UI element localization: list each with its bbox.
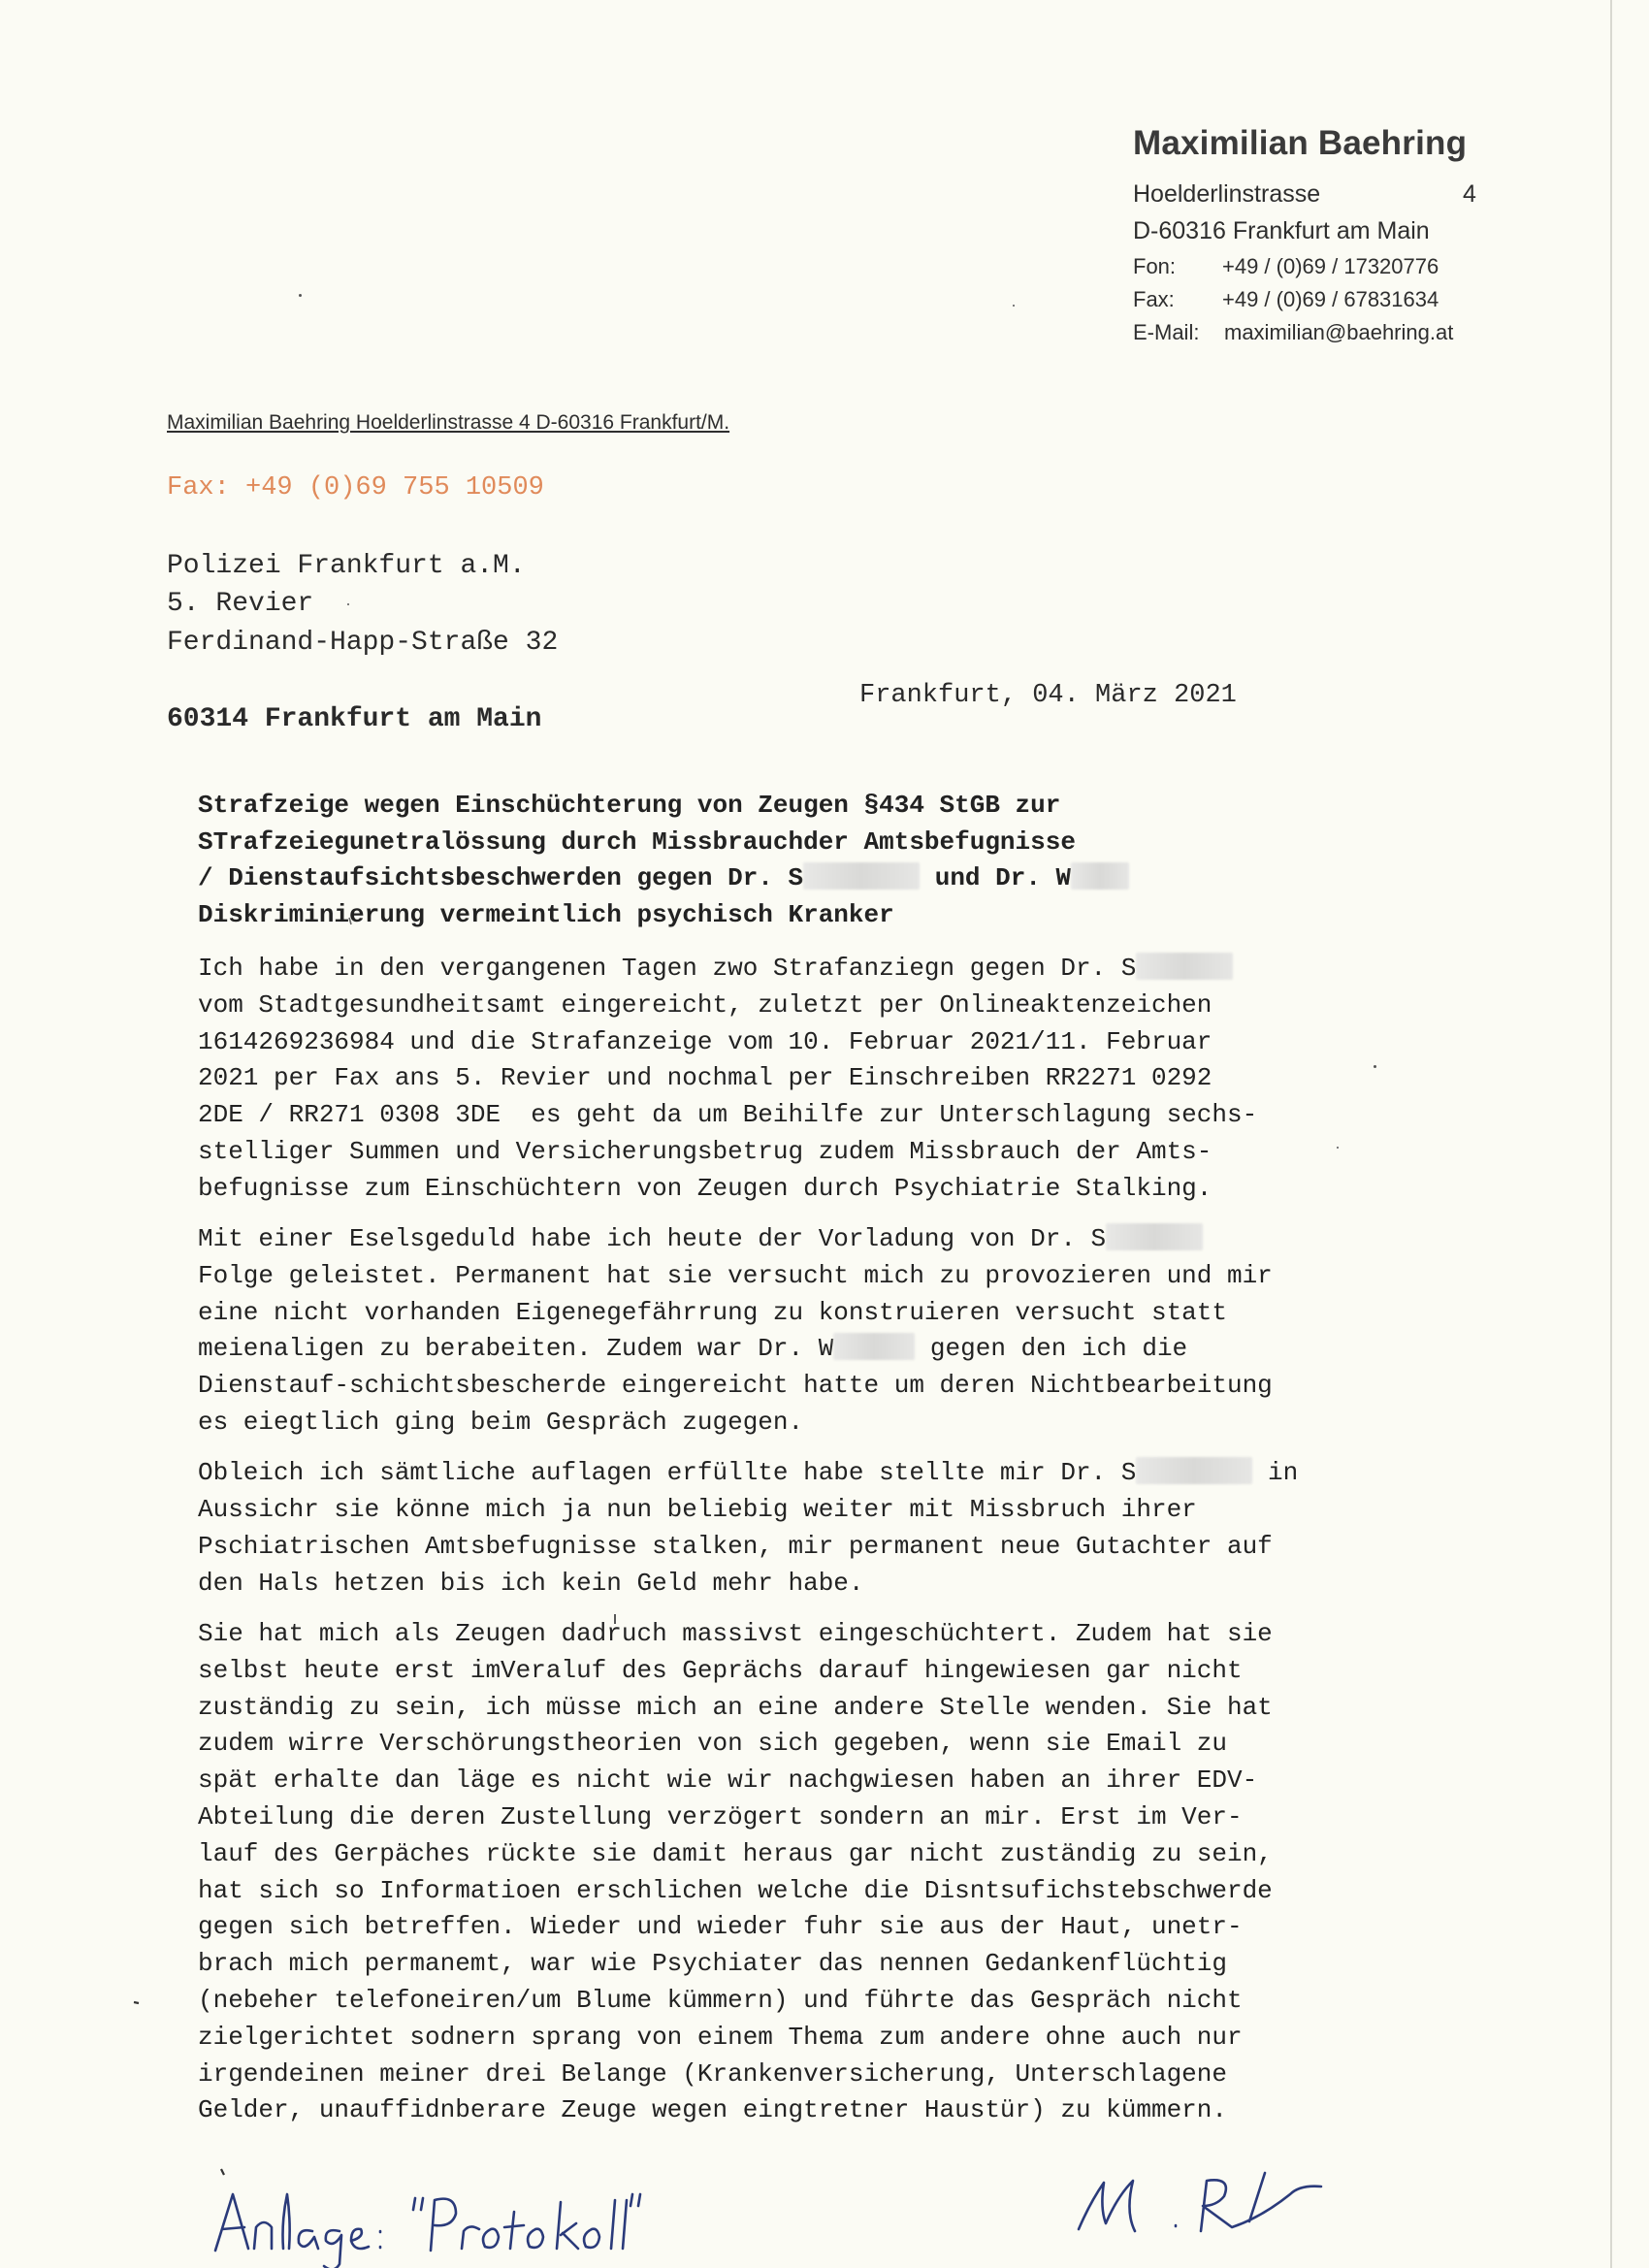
letterhead-house-number: 4 xyxy=(1463,180,1476,208)
body-line-text: gegen den ich die xyxy=(915,1334,1188,1364)
fax-number: +49 / (0)69 / 67831634 xyxy=(1222,287,1439,311)
body-line: (nebeher telefoneiren/um Blume kümmern) und führte das Gespräch nicht xyxy=(198,1986,1243,2016)
stray-mark xyxy=(134,2002,139,2003)
body-line-text: in xyxy=(1252,1458,1299,1488)
fax-label: Fax: xyxy=(1133,287,1175,311)
body-line: lauf des Gerpäches rückte sie damit heraus gar nicht zuständig zu sein, xyxy=(198,1838,1273,1868)
body-line: selbst heute erst imVeraluf des Geprächs darauf hingewiesen gar nicht xyxy=(198,1655,1243,1685)
sender-return-line: Maximilian Baehring Hoelderlinstrasse 4 D-60316 Frankfurt/M. xyxy=(167,411,730,434)
speck xyxy=(1374,1065,1376,1068)
recipient-line-3: Ferdinand-Happ-Straße 32 xyxy=(167,628,559,658)
subject-line-part: / Dienstaufsichtsbeschwerden gegen Dr. S xyxy=(198,863,804,893)
body-line-text: Obleich ich sämtliche auflagen erfüllte habe stellte mir Dr. S xyxy=(198,1458,1137,1488)
body-line: es eiegtlich ging beim Gespräch zugegen. xyxy=(198,1408,804,1438)
body-line: vom Stadtgesundheitsamt eingereicht, zuletzt per Onlineaktenzeichen xyxy=(198,989,1212,1020)
subject-line-part: und Dr. W xyxy=(920,863,1072,893)
letterhead-name: Maximilian Baehring xyxy=(1133,124,1468,162)
letterhead-city: D-60316 Frankfurt am Main xyxy=(1133,217,1430,244)
body-line: Abteilung die deren Zustellung verzögert sondern an mir. Erst im Ver- xyxy=(198,1802,1243,1832)
body-line: 2021 per Fax ans 5. Revier und nochmal per Einschreiben RR2271 0292 xyxy=(198,1063,1212,1093)
body-line: gegen sich betreffen. Wieder und wieder fuhr sie aus der Haut, unetr- xyxy=(198,1912,1243,1942)
body-line: 1614269236984 und die Strafanzeige vom 10. Februar 2021/11. Februar xyxy=(198,1026,1212,1056)
fon-number: +49 / (0)69 / 17320776 xyxy=(1222,254,1439,278)
body-line: Sie hat mich als Zeugen dadruch massivst eingeschüchtert. Zudem hat sie xyxy=(198,1619,1273,1649)
subject-line: STrafzeiegunetralössung durch Missbrauchder Amtsbefugnisse xyxy=(198,826,1076,857)
subject-line: Strafzeige wegen Einschüchterung von Zeugen §434 StGB zur xyxy=(198,791,1061,820)
body-line: Aussichr sie könne mich ja nun beliebig weiter mit Missbruch ihrer xyxy=(198,1495,1197,1525)
speck xyxy=(299,294,302,297)
handwritten-note-anlage-protokoll xyxy=(215,2194,640,2268)
body-line: Dienstauf-schichtsbescherde eingereicht hatte um deren Nichtbearbeitung xyxy=(198,1371,1273,1401)
body-line-text: meienaligen zu berabeiten. Zudem war Dr. W xyxy=(198,1334,834,1364)
stray-mark xyxy=(349,918,351,924)
body-line: spät erhalte dan läge es nicht wie wir nachgwiesen haben an ihrer EDV- xyxy=(198,1766,1258,1796)
letter-date: Frankfurt, 04. März 2021 xyxy=(859,681,1237,710)
recipient-fax-number: Fax: +49 (0)69 755 10509 xyxy=(167,473,544,502)
body-line: Pschiatrischen Amtsbefugnisse stalken, mir permanent neue Gutachter auf xyxy=(198,1531,1273,1561)
recipient-line-4: 60314 Frankfurt am Main xyxy=(167,704,542,734)
stray-mark xyxy=(221,2169,224,2175)
body-line: eine nicht vorhanden Eigenegefährrung zu konstruieren versucht statt xyxy=(198,1297,1227,1327)
speck xyxy=(1013,305,1015,307)
recipient-line-2: 5. Revier xyxy=(167,589,314,619)
email-label: E-Mail: xyxy=(1133,320,1200,344)
recipient-line-1: Polizei Frankfurt a.M. xyxy=(167,551,526,581)
body-line: 2DE / RR271 0308 3DE es geht da um Beihilfe zur Unterschlagung sechs- xyxy=(198,1100,1258,1130)
body-line: befugnisse zum Einschüchtern von Zeugen durch Psychiatrie Stalking. xyxy=(198,1173,1212,1203)
email-address: maximilian@baehring.at xyxy=(1224,320,1454,344)
body-line: zuständig zu sein, ich müsse mich an eine andere Stelle wenden. Sie hat xyxy=(198,1692,1273,1722)
body-line: den Hals hetzen bis ich kein Geld mehr habe. xyxy=(198,1568,864,1598)
subject-line: Diskriminierung vermeintlich psychisch Kranker xyxy=(198,900,894,930)
fon-label: Fon: xyxy=(1133,254,1177,278)
body-line: Gelder, unauffidnberare Zeuge wegen eingtretner Haustür) zu kümmern. xyxy=(198,2095,1227,2125)
speck xyxy=(347,603,349,605)
body-line: irgendeinen meiner drei Belange (Krankenversicherung, Unterschlagene xyxy=(198,2058,1227,2089)
body-line-text: Mit einer Eselsgeduld habe ich heute der Vorladung von Dr. S xyxy=(198,1224,1107,1254)
body-line-text: Ich habe in den vergangenen Tagen zwo Strafanziegn gegen Dr. S xyxy=(198,954,1137,983)
letterhead-street: Hoelderlinstrasse xyxy=(1133,180,1321,208)
body-line: zudem wirre Verschörungstheorien von sich gegeben, wenn sie Email zu xyxy=(198,1729,1227,1759)
body-line: stelliger Summen und Versicherungsbetrug zudem Missbrauch der Amts- xyxy=(198,1136,1212,1166)
body-line: Folge geleistet. Permanent hat sie versucht mich zu provozieren und mir xyxy=(198,1260,1273,1290)
speck xyxy=(1337,1147,1339,1149)
body-line: zielgerichtet sodnern sprang von einem Thema zum andere ohne auch nur xyxy=(198,2022,1243,2052)
signature xyxy=(1079,2173,1321,2231)
body-line: brach mich permanemt, war wie Psychiater das nennen Gedankenflüchtig xyxy=(198,1949,1227,1979)
body-line: hat sich so Informatioen erschlichen welche die Disntsufichstebschwerde xyxy=(198,1875,1273,1905)
